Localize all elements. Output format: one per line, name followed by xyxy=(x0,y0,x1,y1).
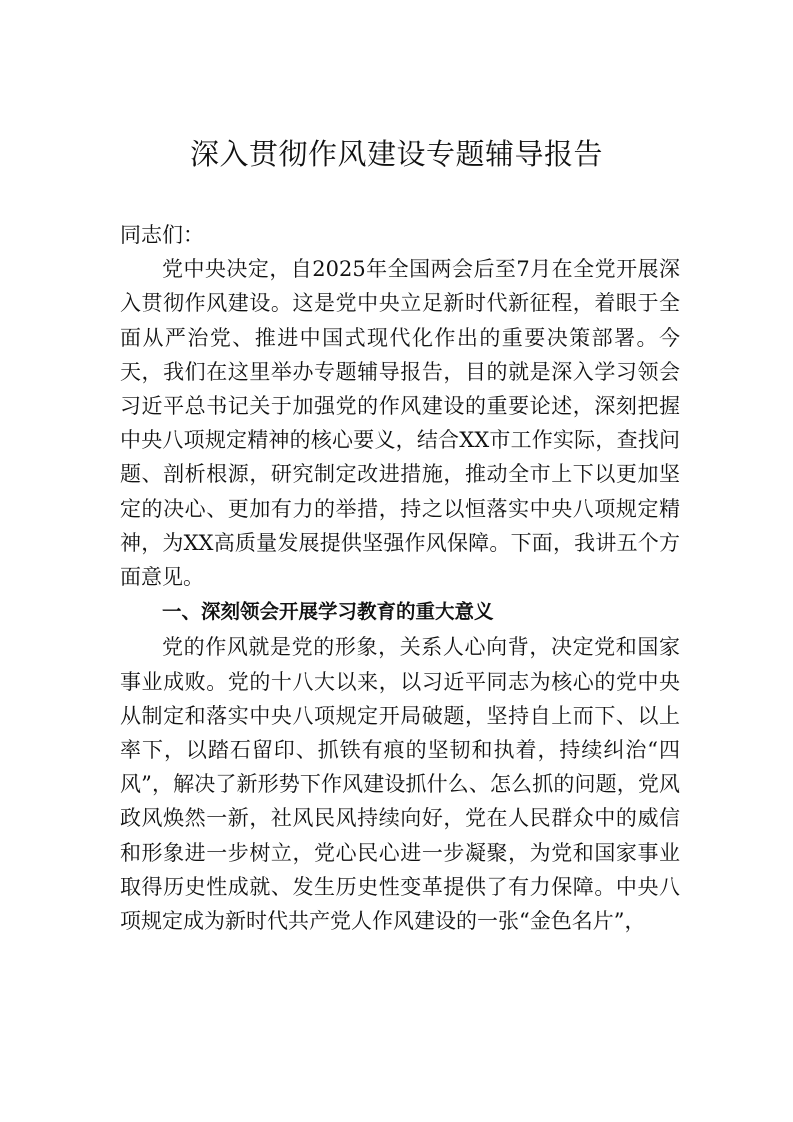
salutation: 同志们： xyxy=(120,223,204,247)
paragraph-section-1: 党的作风就是党的形象，关系人心向背，决定党和国家事业成败。党的十八大以来，以习近平同志为核心的党中央从制定和落实中央八项规定开局破题，坚持自上而下、以上率下，以踏石留印、抓铁有痕的坚韧和执着，持续纠治“四风”，解决了新形势下作风建设抓什么、怎么抓的问题，党风政风焕然一新，社风民风持续向好，党在人民群众中的威信和形象进一步树立，党心民心进一步凝聚，为党和国家事业取得历史性成就、发生历史性变革提供了有力保障。中央八项规定成为新时代共产党人作风建设的一张“金色名片”， xyxy=(120,635,680,934)
document-title: 深入贯彻作风建设专题辅导报告 xyxy=(189,137,603,171)
section-heading-1: 一、深刻领会开展学习教育的重大意义 xyxy=(162,600,494,624)
paragraph-intro: 党中央决定，自2025年全国两会后至7月在全党开展深入贯彻作风建设。这是党中央立足新时代新征程，着眼于全面从严治党、推进中国式现代化作出的重要决策部署。今天，我们在这里举办专题辅导报告，目的就是深入学习领会习近平总书记关于加强党的作风建设的重要论述，深刻把握中央八项规定精神的核心要义，结合XX市工作实际，查找问题、剖析根源，研究制定改进措施，推动全市上下以更加坚定的决心、更加有力的举措，持之以恒落实中央八项规定精神，为XX高质量发展提供坚强作风保障。下面，我讲五个方面意见。 xyxy=(120,257,680,590)
document-body xyxy=(120,218,680,938)
